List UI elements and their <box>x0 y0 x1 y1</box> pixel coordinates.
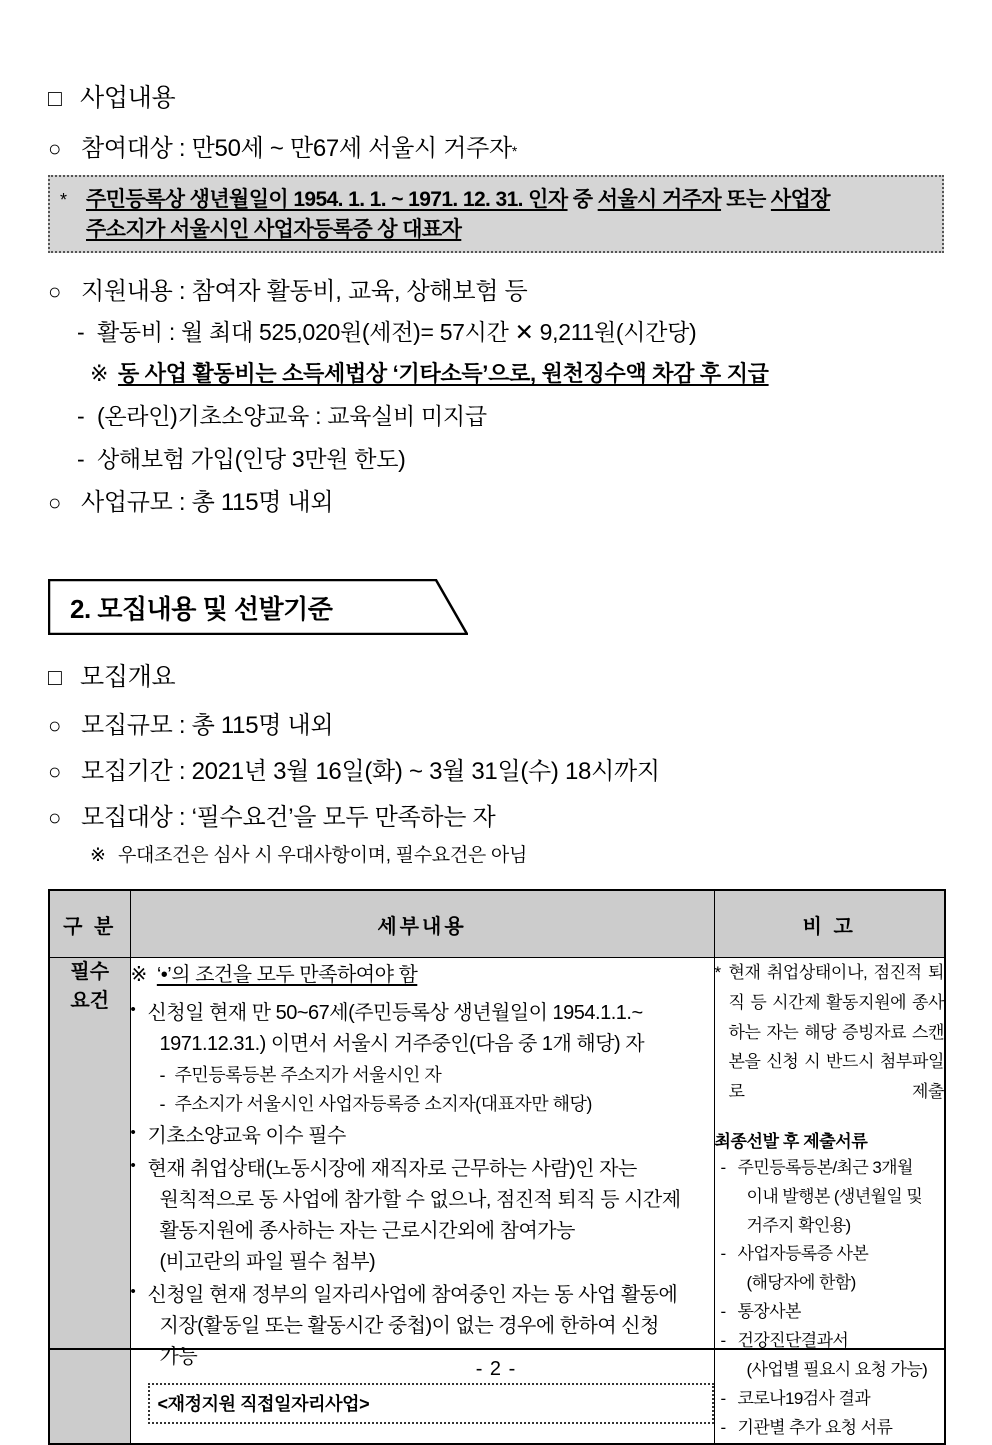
asterisk-icon: * <box>714 963 721 982</box>
detail-sub-text: 주소지가 서울시인 사업자등록증 소지자(대표자만 해당) <box>174 1093 592 1114</box>
category-line-2: 요건 <box>70 990 110 1012</box>
remark-item-cont: 거주지 확인용) <box>746 1215 851 1235</box>
detail-sub-resident-registration <box>131 1061 714 1090</box>
detail-bullet-employment-status <box>131 1154 714 1278</box>
support-content-text: 지원내용 : 참여자 활동비, 교육, 상해보험 등 <box>81 278 528 305</box>
table-header-row <box>49 890 945 958</box>
remark-item-main: 주민등록등본/최근 3개월 <box>737 1157 913 1177</box>
remark-item-cont: (사업별 필요시 요청 가능) <box>746 1359 928 1379</box>
dash-bullet-icon: - <box>720 1331 726 1351</box>
remark-item-main: 사업자등록증 사본 <box>737 1244 869 1264</box>
remark-documents-title: 최종선발 후 제출서류 <box>714 1131 868 1151</box>
dash-bullet-icon: - <box>159 1065 165 1085</box>
detail-program-type-box: <재정지원 직접일자리사업> <box>148 1383 714 1424</box>
support-item-text: (온라인)기초소양교육 : 교육실비 미지급 <box>97 403 487 429</box>
callout-line-1 <box>60 183 932 213</box>
section-banner-title: 2. 모집내용 및 선발기준 <box>70 594 333 624</box>
dash-bullet-icon: - <box>720 1244 726 1264</box>
callout-underline-d: 주소지가 서울시인 사업자등록증 상 대표자 <box>86 218 462 241</box>
footer-divider <box>48 1348 944 1350</box>
dash-bullet-icon: - <box>720 1388 726 1408</box>
detail-bullet-line: 1971.12.31.) 이면서 서울시 거주중인(다음 중 1개 해당) 자 <box>159 1033 645 1055</box>
table-header-remark: 비 고 <box>714 890 945 958</box>
dash-bullet-icon: - <box>720 1157 726 1177</box>
remark-document-item <box>715 1414 945 1443</box>
table-header-detail: 세부내용 <box>130 890 714 958</box>
remark-item-main: 통장사본 <box>737 1302 801 1322</box>
remark-document-item <box>715 1385 945 1414</box>
support-item-text: 상해보험 가입(인당 3만원 한도) <box>97 446 406 472</box>
callout-underline-b: 서울시 거주자 <box>597 188 722 211</box>
detail-condition-header-text: ‘•’의 조건을 모두 만족하여야 함 <box>156 964 418 986</box>
circle-bullet-icon: ○ <box>48 759 61 784</box>
reference-mark-icon: ※ <box>90 845 106 866</box>
reference-mark-icon: ※ <box>90 361 109 386</box>
detail-bullet-line: 지장(활동일 또는 활동시간 중첩)이 없는 경우에 한하여 신청 <box>159 1314 659 1337</box>
support-item-activity-fee <box>48 314 944 347</box>
participation-target-line: ○ 참여대상 : 만50세 ~ 만67세 서울시 거주자 * <box>48 128 944 163</box>
detail-sub-text: 주민등록등본 주소지가 서울시인 자 <box>174 1065 442 1085</box>
circle-bullet-icon: ○ <box>48 805 61 830</box>
dash-bullet-icon: - <box>159 1093 165 1114</box>
support-tax-note <box>48 357 944 388</box>
detail-bullet-line: 기초소양교육 이수 필수 <box>147 1124 346 1147</box>
support-item-text: 활동비 : 월 최대 525,020원(세전)= 57시간 ✕ 9,211원(시간당) <box>97 319 697 345</box>
callout-asterisk-icon: * <box>60 190 67 210</box>
project-scale-line <box>48 482 944 517</box>
recruit-target-text: 모집대상 : ‘필수요건’을 모두 만족하는 자 <box>81 804 496 831</box>
dash-bullet-icon: - <box>720 1302 726 1322</box>
support-item-education <box>48 398 944 431</box>
table-header-category: 구 분 <box>49 890 130 958</box>
remark-document-item <box>715 1298 945 1327</box>
circle-bullet-icon: ○ <box>48 279 61 304</box>
recruit-period-text: 모집기간 : 2021년 3월 16일(화) ~ 3월 31일(수) 18시까지 <box>81 758 660 785</box>
remark-item-cont: (해당자에 한함) <box>746 1273 856 1293</box>
detail-condition-header <box>131 958 714 987</box>
remark-item-main: 기관별 추가 요청 서류 <box>737 1417 893 1437</box>
remark-document-item <box>715 1154 945 1241</box>
callout-plain-1: 중 <box>567 188 598 211</box>
support-content-line <box>48 271 944 306</box>
detail-bullet-line: 현재 취업상태(노동시장에 재직자로 근무하는 사람)인 자는 <box>147 1157 637 1180</box>
detail-bullet-line: 신청일 현재 정부의 일자리사업에 참여중인 자는 동 사업 활동에 <box>147 1283 678 1306</box>
category-line-1: 필수 <box>70 961 110 983</box>
section-heading-business-content <box>48 78 944 114</box>
detail-bullet-line: 가능 <box>159 1345 198 1368</box>
circle-bullet-icon: ○ <box>48 136 61 161</box>
dash-bullet-icon: - <box>77 403 85 429</box>
round-bullet-icon: • <box>130 1282 136 1300</box>
recruit-scale-text: 모집규모 : 총 115명 내외 <box>81 712 334 739</box>
recruit-period-line <box>48 751 944 786</box>
recruit-scale-line <box>48 705 944 740</box>
callout-line-2 <box>60 213 932 243</box>
detail-bullet-line: 원칙적으로 동 사업에 참가할 수 없으나, 점진적 퇴직 등 시간제 <box>159 1188 681 1211</box>
dash-bullet-icon: - <box>77 446 85 472</box>
support-tax-note-text: 동 사업 활동비는 소득세법상 ‘기타소득’으로, 원천징수액 차감 후 지급 <box>118 361 769 386</box>
remark-note-text: 현재 취업상태이나, 점진적 퇴직 등 시간제 활동지원에 종사하는 자는 해당 증빙자료 스캔본을 신청 시 반드시 첨부파일로 제출 <box>728 963 944 1101</box>
detail-sub-business-registration <box>131 1090 714 1119</box>
project-scale-text: 사업규모 : 총 115명 내외 <box>81 489 334 516</box>
round-bullet-icon: • <box>130 1123 136 1141</box>
reference-mark-icon: ※ <box>130 964 147 986</box>
support-item-insurance <box>48 441 944 474</box>
circle-bullet-icon: ○ <box>48 713 61 738</box>
callout-underline-a: 주민등록상 생년월일이 1954. 1. 1. ~ 1971. 12. 31. 인자 <box>86 188 568 211</box>
recruit-target-line <box>48 797 944 832</box>
detail-bullet-basic-education <box>131 1121 714 1152</box>
remark-note <box>715 958 945 1107</box>
preference-note-text: 우대조건은 심사 시 우대사항이며, 필수요건은 아님 <box>118 845 528 866</box>
round-bullet-icon: • <box>130 1156 136 1174</box>
participation-target-text: 참여대상 : 만50세 ~ 만67세 서울시 거주자 <box>81 135 512 162</box>
square-bullet-icon: □ <box>48 85 62 111</box>
circle-bullet-icon: ○ <box>48 490 61 515</box>
eligibility-callout-box <box>48 175 944 253</box>
detail-bullet-line: 신청일 현재 만 50~67세(주민등록상 생년월일이 1954.1.1.~ <box>147 1002 643 1024</box>
remark-item-cont: 이내 발행본 (생년월일 및 <box>746 1186 923 1206</box>
detail-bullet-line: 활동지원에 종사하는 자는 근로시간외에 참여가능 <box>159 1219 575 1242</box>
round-bullet-icon: • <box>130 1001 136 1018</box>
dash-bullet-icon: - <box>720 1417 726 1437</box>
detail-bullet-residency <box>131 998 714 1060</box>
page-number: - 2 - <box>475 1358 517 1380</box>
square-bullet-icon: □ <box>48 664 62 690</box>
preference-note <box>48 840 944 867</box>
section-banner <box>48 579 468 635</box>
callout-plain-2: 또는 <box>721 188 771 211</box>
section-heading-label: 모집개요 <box>80 663 176 691</box>
dash-bullet-icon: - <box>77 319 85 345</box>
remark-document-item <box>715 1240 945 1298</box>
detail-bullet-line: (비고란의 파일 필수 첨부) <box>159 1250 376 1273</box>
remark-item-main: 건강진단결과서 <box>737 1331 849 1351</box>
section-heading-label: 사업내용 <box>80 84 176 112</box>
remark-item-main: 코로나19검사 결과 <box>737 1388 871 1408</box>
callout-underline-c: 사업장 <box>770 188 830 211</box>
section-heading-recruit-overview <box>48 657 944 693</box>
